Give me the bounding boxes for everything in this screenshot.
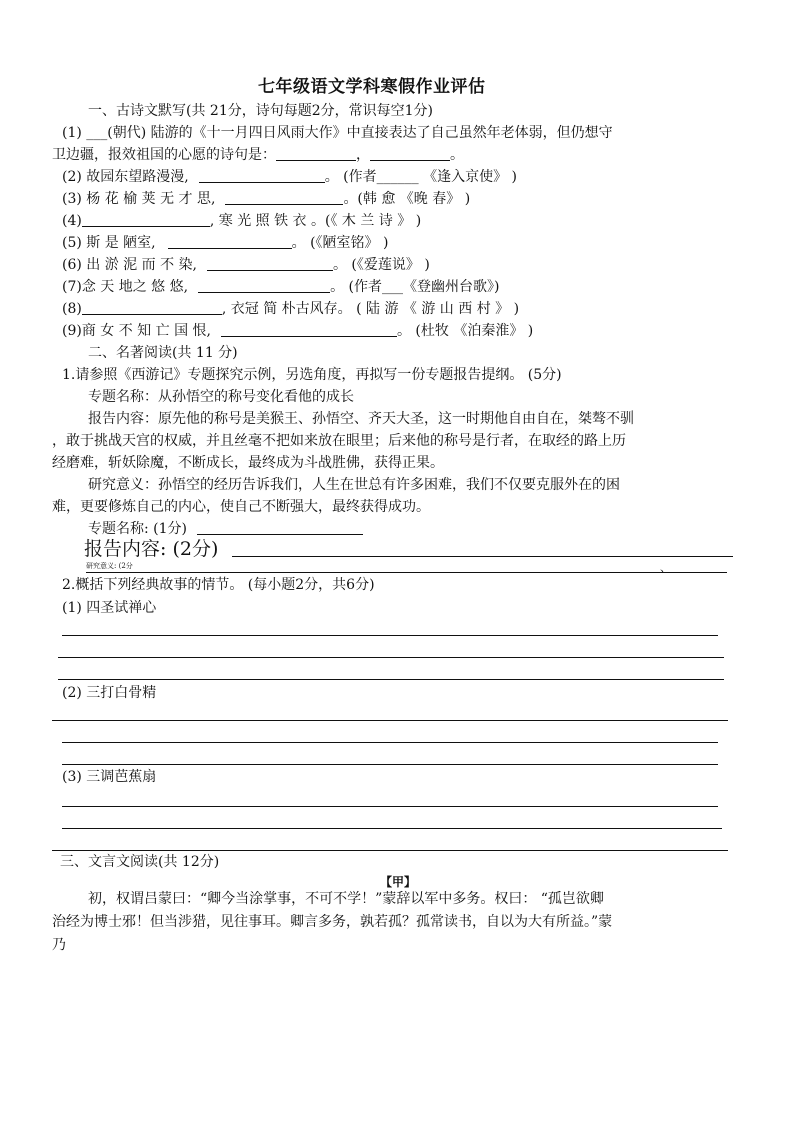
q2-prompt: (2) 故园东望路漫漫, <box>62 169 189 185</box>
section3-heading: 三、文言文阅读(共 12分) <box>60 854 220 870</box>
q1-blank-1[interactable] <box>276 146 356 161</box>
passage-line-2: 治经为博士邪！但当涉猎，见往事耳。卿言多务，孰若孤？孤常读书，自以为大有所益。”蒙 <box>52 914 613 930</box>
q4-number: (4) <box>62 213 82 229</box>
story1-answer-line-1[interactable] <box>62 635 718 636</box>
page-title: 七年级语文学科寒假作业评估 <box>258 77 486 97</box>
q1-comma: ， <box>356 147 370 163</box>
q5-source: 。 (《陋室铭》 ) <box>291 235 389 251</box>
q7-source: 。 (作者___《登幽州台歌》) <box>330 279 500 295</box>
q6-line <box>62 255 430 275</box>
q9-line <box>62 321 533 341</box>
q3-line <box>62 189 470 209</box>
meaning-answer-line[interactable] <box>86 572 727 573</box>
story2-answer-line-2[interactable] <box>62 742 718 743</box>
q2-source: 。 (作者______ 《逢入京使》 ) <box>324 169 518 185</box>
q3-prompt: (3) 杨 花 榆 荚 无 才 思, <box>62 191 216 207</box>
passage-line-3: 乃 <box>52 937 66 953</box>
story1-answer-line-3[interactable] <box>58 679 724 680</box>
s2-q2: 2.概括下列经典故事的情节。 (每小题2分，共6分) <box>62 577 375 593</box>
story3-answer-line-1[interactable] <box>62 806 718 807</box>
q6-prompt: (6) 出 淤 泥 而 不 染, <box>62 257 197 273</box>
q7-prompt: (7)念 天 地之 悠 悠, <box>62 279 189 295</box>
q1-period: 。 <box>450 147 464 163</box>
q8-source: , 衣冠 简 朴古风存。 ( 陆 游 《 游 山 西 村 》 ) <box>221 301 520 317</box>
q3-source: 。(韩 愈 《晚 春》 ) <box>343 191 471 207</box>
story2-answer-line-3[interactable] <box>62 764 718 765</box>
story3-answer-line-2[interactable] <box>62 828 722 829</box>
q7-line <box>62 277 499 297</box>
section2-heading: 二、名著阅读(共 11 分) <box>88 345 238 361</box>
q1-line-b <box>52 145 464 165</box>
meaning-prompt: 研究意义: (2分 <box>86 562 133 570</box>
s2-q1: 1.请参照《西游记》专题探究示例，另选角度，再拟写一份专题报告提纲。 (5分) <box>62 367 562 383</box>
report-answer-line[interactable] <box>232 556 733 557</box>
q6-source: 。 (《爱莲说》 ) <box>332 257 430 273</box>
q8-line <box>62 299 519 319</box>
q2-blank[interactable] <box>199 168 325 183</box>
q6-blank[interactable] <box>207 256 333 271</box>
example-report-1: 报告内容：原先他的称号是美猴王、孙悟空、齐天大圣，这一时期他自由自在，桀骜不驯 <box>88 411 634 427</box>
meaning-mark: 、 <box>660 561 671 574</box>
story1-answer-line-2[interactable] <box>58 657 724 658</box>
q4-blank[interactable] <box>82 212 210 227</box>
section1-heading: 一、古诗文默写(共 21分，诗句每题2分，常识每空1分) <box>88 103 434 119</box>
example-report-2: ，敢于挑战天宫的权威，并且丝毫不把如来放在眼里；后来他的称号是行者，在取经的路上历 <box>52 433 626 449</box>
passage-label: 【甲】 <box>380 875 417 889</box>
topic-blank[interactable] <box>197 520 363 535</box>
q5-line <box>62 233 388 253</box>
q7-blank[interactable] <box>198 278 330 293</box>
q5-prompt: (5) 斯 是 陋室, <box>62 235 156 251</box>
story1-label: (1) 四圣试禅心 <box>62 600 157 616</box>
story2-answer-line-1[interactable] <box>52 720 728 721</box>
example-meaning-1: 研究意义：孙悟空的经历告诉我们，人生在世总有许多困难，我们不仅要克服外在的困 <box>88 477 620 493</box>
q1-blank-2[interactable] <box>370 146 450 161</box>
q9-source: 。 (杜牧 《泊秦淮》 ) <box>396 323 534 339</box>
example-topic: 专题名称：从孙悟空的称号变化看他的成长 <box>88 389 354 405</box>
topic-prompt: 专题名称: (1分) <box>88 521 187 537</box>
example-report-3: 经磨难，斩妖除魔，不断成长，最终成为斗战胜佛，获得正果。 <box>52 455 444 471</box>
story3-label: (3) 三调芭蕉扇 <box>62 769 157 785</box>
q5-blank[interactable] <box>168 234 292 249</box>
passage-line-1: 初，权谓吕蒙曰：“卿今当涂掌事，不可不学！”蒙辞以军中多务。权曰： “孤岂欲卿 <box>88 891 604 907</box>
story3-answer-line-3[interactable] <box>52 850 728 851</box>
q2-line <box>62 167 517 187</box>
q8-blank[interactable] <box>82 300 222 315</box>
topic-answer-line <box>88 519 363 539</box>
q1-prompt: 卫边疆，报效祖国的心愿的诗句是： <box>52 147 276 163</box>
q4-source: , 寒 光 照 铁 衣 。(《 木 兰 诗 》 ) <box>209 213 422 229</box>
q9-blank[interactable] <box>221 322 397 337</box>
q3-blank[interactable] <box>225 190 343 205</box>
q4-line <box>62 211 421 231</box>
q9-prompt: (9)商 女 不 知 亡 国 恨, <box>62 323 211 339</box>
example-meaning-2: 难，更要修炼自己的内心，使自己不断强大，最终获得成功。 <box>52 499 430 515</box>
story2-label: (2) 三打白骨精 <box>62 685 157 701</box>
q1-line-a: (1) ___(朝代) 陆游的《十一月四日风雨大作》中直接表达了自己虽然年老体弱，但仍想守 <box>62 125 613 141</box>
report-prompt: 报告内容: (2分) <box>84 538 219 560</box>
q8-number: (8) <box>62 301 82 317</box>
